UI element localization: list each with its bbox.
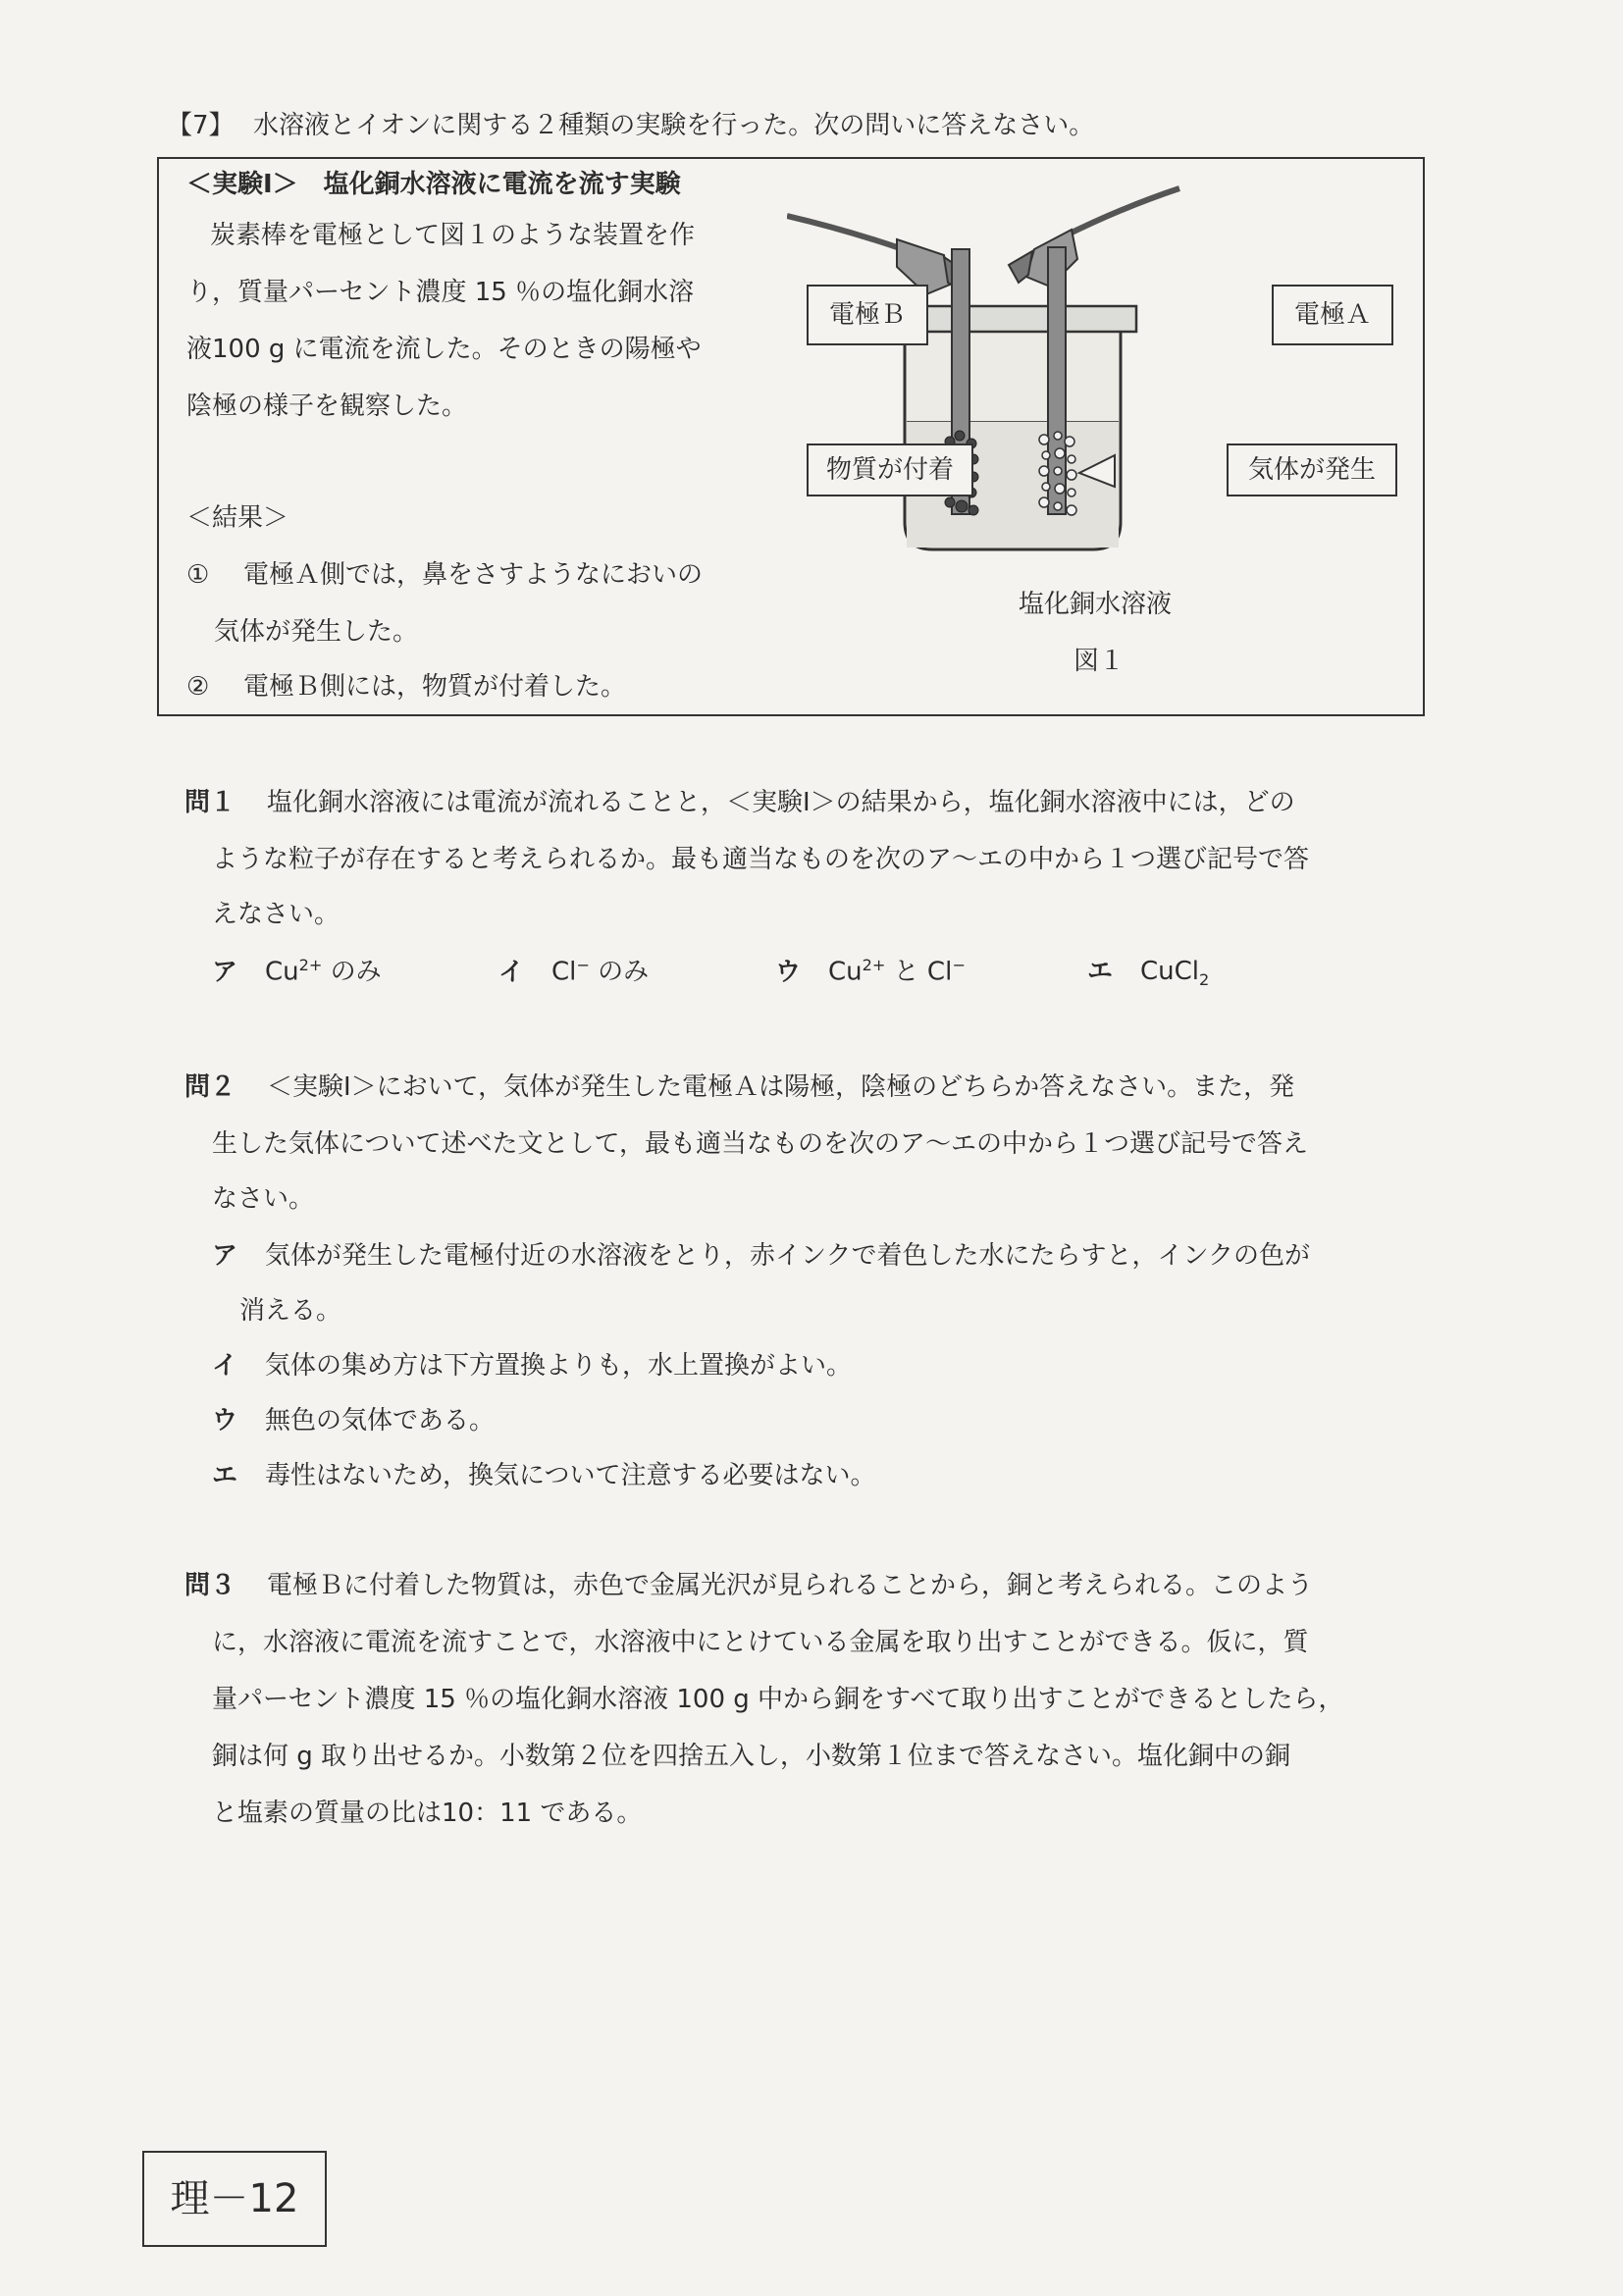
- q1-choice-a-charge: 2+: [298, 956, 323, 974]
- q1-line-3: えなさい。: [212, 900, 340, 929]
- q2-choice-a-line-2: 消える。: [239, 1296, 342, 1326]
- q2-line-1: ＜実験Ⅰ＞において，気体が発生した電極Ａは陽極，陰極のどちらか答えなさい。また，発: [267, 1072, 1295, 1102]
- experiment-title: ＜実験Ⅰ＞ 塩化銅水溶液に電流を流す実験: [186, 170, 681, 199]
- q3-line-3: 量パーセント濃度 15 ％の塩化銅水溶液 100 g 中から銅をすべて取り出すことができるとしたら，: [212, 1685, 1344, 1714]
- q1-choice-i-mark: イ: [498, 957, 525, 987]
- result-1-mark: ①: [186, 560, 210, 590]
- q3-line-2: に，水溶液に電流を流すことで，水溶液中にとけている金属を取り出すことができる。仮に，質: [212, 1628, 1309, 1657]
- experiment-body-line-1: 炭素棒を電極として図１のような装置を作: [210, 221, 696, 250]
- q1-choice-e-subscript: 2: [1199, 970, 1210, 990]
- q2-choice-i-text: 気体の集め方は下方置換よりも，水上置換がよい。: [265, 1351, 853, 1381]
- q2-head: 問２: [184, 1072, 236, 1102]
- result-1-line-1: 電極Ａ側では，鼻をさすようなにおいの: [243, 560, 704, 590]
- section-intro: 水溶液とイオンに関する２種類の実験を行った。次の問いに答えなさい。: [253, 111, 1095, 140]
- q1-choice-a-formula: Cu: [265, 957, 299, 987]
- q1-choice-a-mark: ア: [212, 957, 238, 987]
- q2-choice-a: [212, 1238, 1310, 1276]
- figure-caption: 図１: [1073, 647, 1126, 676]
- q2-choice-u: [212, 1403, 495, 1440]
- q3-head: 問３: [184, 1571, 236, 1600]
- section-number: 【7】: [167, 111, 235, 140]
- q1-choice-i-charge: −: [576, 956, 590, 974]
- result-2-mark: ②: [186, 672, 210, 702]
- q1-head: 問１: [184, 788, 236, 817]
- q2-choice-e-mark: エ: [212, 1461, 238, 1490]
- q1-line-1: 塩化銅水溶液には電流が流れることと，＜実験Ⅰ＞の結果から，塩化銅水溶液中には，どの: [267, 788, 1295, 817]
- experiment-box: [157, 157, 1425, 716]
- q3-line-5: と塩素の質量の比は10：11 である。: [212, 1799, 643, 1828]
- q1-choice-i-rest: のみ: [589, 957, 650, 987]
- q2-choice-u-text: 無色の気体である。: [265, 1406, 496, 1435]
- q3-line-1: 電極Ｂに付着した物質は，赤色で金属光沢が見られることから，銅と考えられる。このよう: [267, 1571, 1314, 1600]
- q1-choice-a: [212, 954, 382, 991]
- results-title: ＜結果＞: [186, 503, 289, 533]
- q1-choice-e-formula: CuCl: [1140, 957, 1200, 986]
- gas-label: 気体が発生: [1227, 444, 1397, 496]
- experiment-body-line-3: 液100 g に電流を流した。そのときの陽極や: [186, 335, 702, 364]
- q1-choice-u-charge: 2+: [862, 956, 886, 974]
- wire-right: [1062, 188, 1179, 237]
- clip-right-icon: [1009, 230, 1077, 287]
- electrolysis-apparatus-figure: [787, 179, 1415, 591]
- q1-choice-u: [775, 954, 966, 991]
- q2-choice-a-line-1: 気体が発生した電極付近の水溶液をとり，赤インクで着色した水にたらすと，インクの色が: [265, 1241, 1310, 1271]
- result-2-line-1: 電極Ｂ側には，物質が付着した。: [243, 672, 627, 702]
- page-label: 理－12: [142, 2151, 327, 2247]
- solution-label: 塩化銅水溶液: [1019, 590, 1173, 619]
- q2-choice-u-mark: ウ: [212, 1406, 238, 1435]
- q2-choice-a-mark: ア: [212, 1241, 238, 1271]
- wire-left: [787, 216, 903, 249]
- electrode-b-label: 電極Ｂ: [807, 285, 928, 345]
- q2-choice-e: [212, 1458, 875, 1495]
- q2-choice-i: [212, 1348, 852, 1385]
- experiment-body-line-4: 陰極の様子を観察した。: [186, 391, 468, 421]
- result-1-line-2: 気体が発生した。: [214, 617, 419, 647]
- q2-line-3: なさい。: [212, 1184, 315, 1214]
- q1-choice-u-formula: Cu: [828, 957, 863, 987]
- q2-choice-e-text: 毒性はないため，換気について注意する必要はない。: [265, 1461, 876, 1490]
- attached-label: 物質が付着: [807, 444, 973, 496]
- q1-line-2: ような粒子が存在すると考えられるか。最も適当なものを次のア～エの中から１つ選び記号で答: [212, 845, 1310, 874]
- q3-line-4: 銅は何 g 取り出せるか。小数第２位を四捨五入し，小数第１位まで答えなさい。塩化銅中の銅: [212, 1742, 1291, 1771]
- q1-choice-u-mark: ウ: [775, 957, 802, 987]
- q1-choice-i: [498, 954, 649, 991]
- q2-line-2: 生した気体について述べた文として，最も適当なものを次のア～エの中から１つ選び記号で答え: [212, 1129, 1308, 1159]
- q1-choice-i-formula: Cl: [551, 957, 577, 987]
- q1-choice-e-mark: エ: [1087, 957, 1114, 986]
- q1-choice-e: [1087, 954, 1209, 992]
- q1-choice-a-rest: のみ: [322, 957, 382, 987]
- electrode-a-label: 電極Ａ: [1272, 285, 1393, 345]
- q1-choice-u-charge-2: −: [952, 956, 966, 974]
- q1-choice-u-rest: と Cl: [885, 957, 953, 987]
- experiment-body-line-2: り，質量パーセント濃度 15 ％の塩化銅水溶: [186, 278, 695, 307]
- q2-choice-i-mark: イ: [212, 1351, 238, 1381]
